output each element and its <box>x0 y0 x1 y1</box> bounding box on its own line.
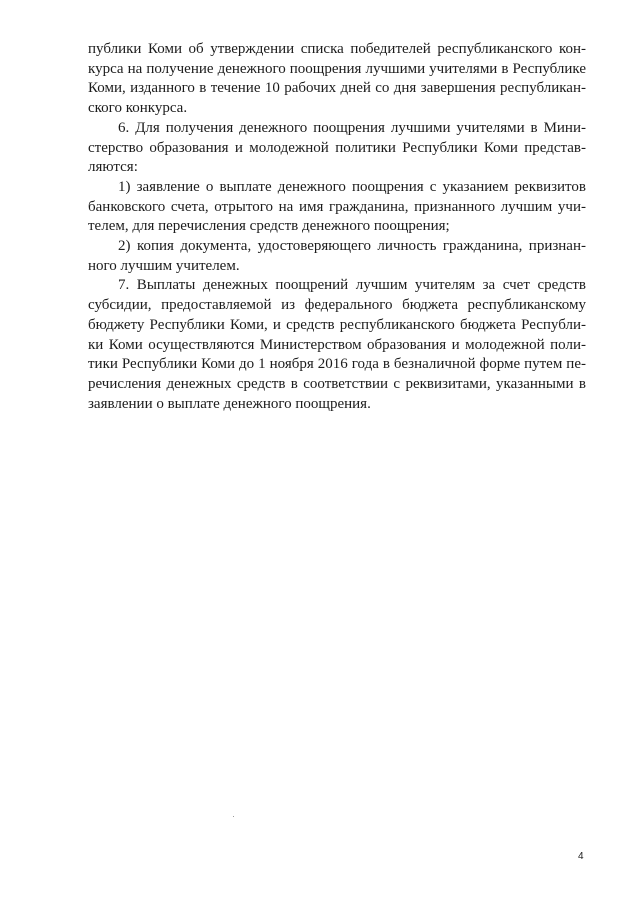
scan-speck <box>233 816 234 817</box>
page-number: 4 <box>578 851 584 862</box>
paragraph-subitem-1: 1) заявление о выплате денежного поощрения с указанием реквизитов банковского счета, отрытого на имя гражданина, признанного лучшим учителем, для перечисления средств денежного поощрения; <box>88 178 586 235</box>
paragraph-subitem-2: 2) копия документа, удостоверяющего личность гражданина, признанного лучшим учителем. <box>88 238 586 274</box>
paragraph-item-7: 7. Выплаты денежных поощрений лучшим учителям за счет средств субсидии, предоставляемой из федерального бюджета республиканскому бюджету Республики Коми, и средств республиканского бюджета Республики Коми осуществляются Министерством образования и молодежной политики Республики Коми до 1 ноября 2016 года в безналичной форме путем перечисления денежных средств в соответствии с реквизитами, указанными в заявлении о выплате денежного поощрения. <box>88 277 586 412</box>
paragraph-continuation: публики Коми об утверждении списка победителей республиканского конкурса на получение денежного поощрения лучшими учителями в Республике Коми, изданного в течение 10 рабочих дней со дня завершения республиканского конкурса. <box>88 41 586 117</box>
body-text <box>88 40 586 414</box>
paragraph-item-6: 6. Для получения денежного поощрения лучшими учителями в Министерство образования и молодежной политики Республики Коми представляются: <box>88 119 586 176</box>
